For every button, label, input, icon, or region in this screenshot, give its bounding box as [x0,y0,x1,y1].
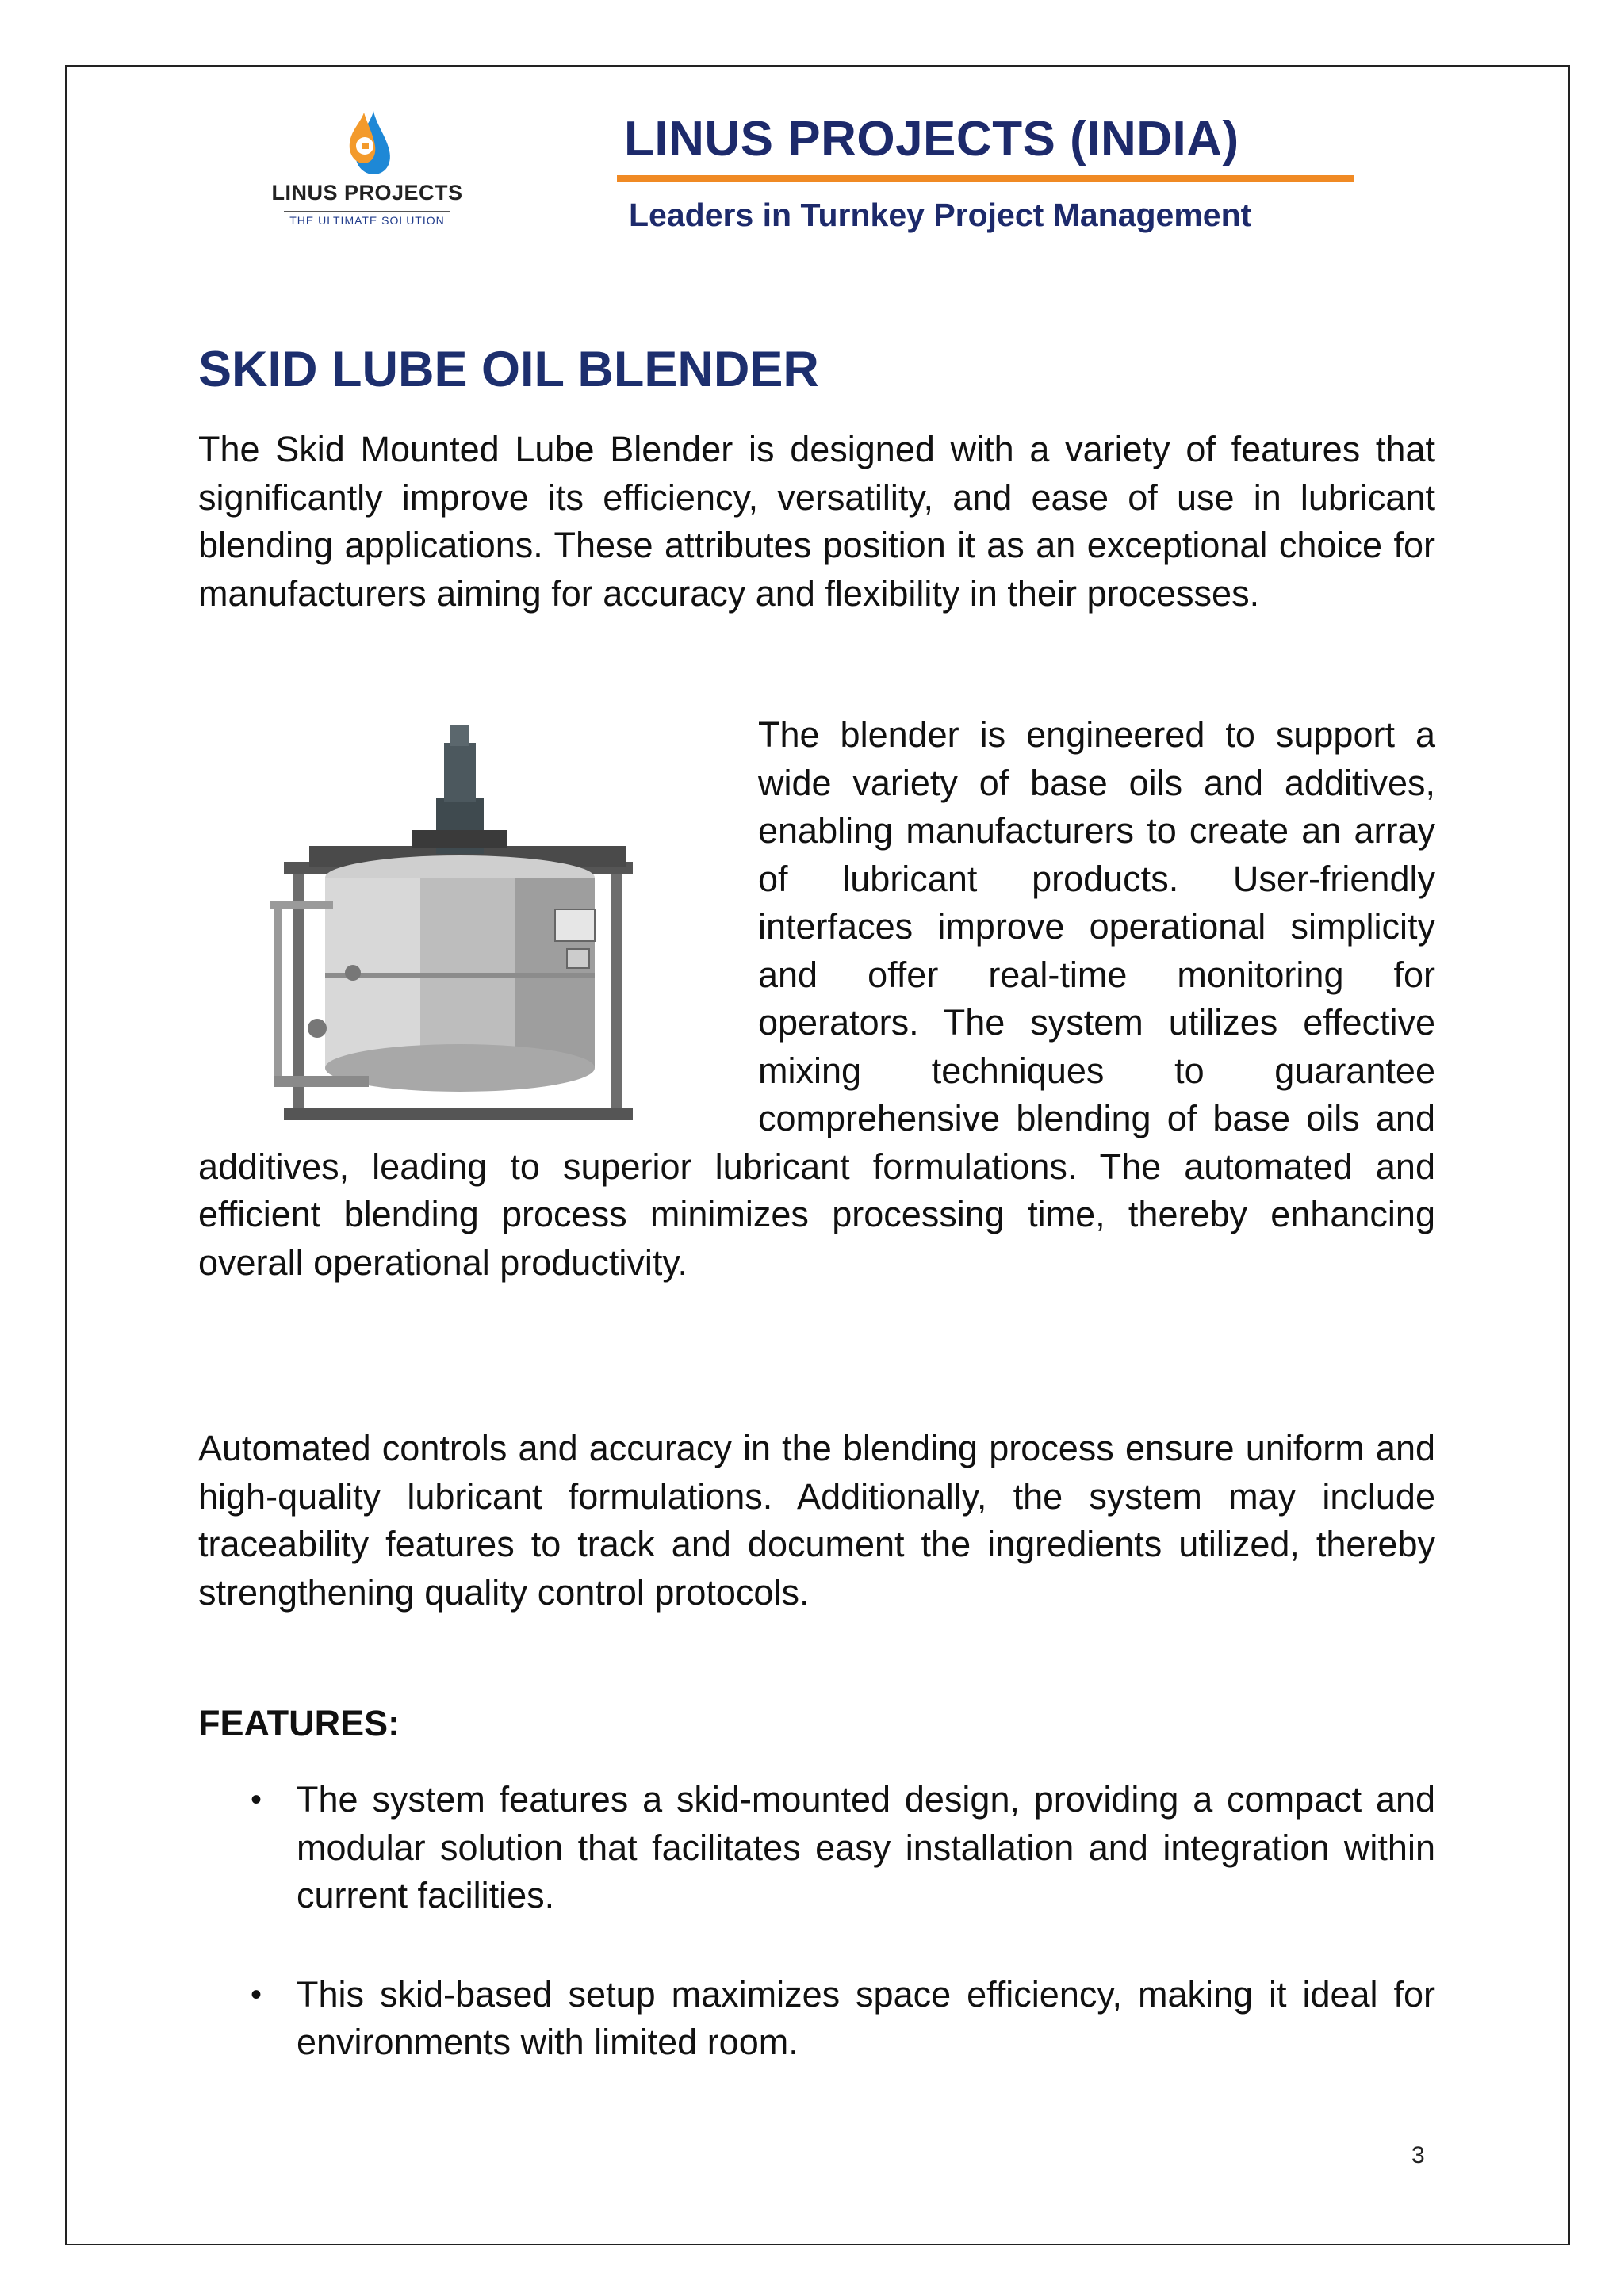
feature-text: The system features a skid-mounted design, providing a compact and modular solution that facilitates easy installation and integration within current facilities. [297,1779,1435,1915]
logo-tagline: THE ULTIMATE SOLUTION [289,214,445,227]
feature-text: This skid-based setup maximizes space efficiency, making it ideal for environments with limited room. [297,1973,1435,2062]
features-heading: FEATURES: [198,1703,400,1743]
page-title: SKID LUBE OIL BLENDER [198,342,819,397]
quality-paragraph: Automated controls and accuracy in the blending process ensure uniform and high-quality lubricant formulations. Additionally, the system may include traceability features to track and document the ingredients utilized, thereby strengthening quality control protocols. [198,1428,1435,1613]
feature-item [198,1971,1435,2067]
blender-paragraph: The blender is engineered to support a wide variety of base oils and additives, enabling manufacturers to create an array of lubricant products. User-friendly interfaces improve operational simplicity and offer real-time monitoring for operators. The system utilizes effective mixing techniques to guarantee comprehensive blending of base oils and additives, leading to superior lubricant formulations. The automated and efficient blending process minimizes processing time, thereby enhancing overall operational productivity. [198,714,1435,1283]
blender-section [198,711,1435,1287]
page-number: 3 [1411,2142,1425,2168]
company-name: LINUS PROJECTS (INDIA) [624,112,1239,166]
bullet-icon: • [251,1976,262,2012]
droplet-logo-icon [343,109,394,176]
company-tagline: Leaders in Turnkey Project Management [629,197,1252,233]
intro-paragraph: The Skid Mounted Lube Blender is designed with a variety of features that significantly improve its efficiency, versatility, and ease of use in lubricant blending applications. These attributes position it as an exceptional choice for manufacturers aiming for accuracy and flexibility in their processes. [198,429,1435,614]
skid-lube-blender-image [198,711,758,1139]
bullet-icon: • [251,1782,262,1817]
logo-name: LINUS PROJECTS [271,181,463,205]
logo-divider [284,211,450,212]
feature-item [198,1776,1435,1920]
header-rule [617,175,1354,182]
company-logo [252,109,482,236]
features-list [198,1776,1435,2118]
